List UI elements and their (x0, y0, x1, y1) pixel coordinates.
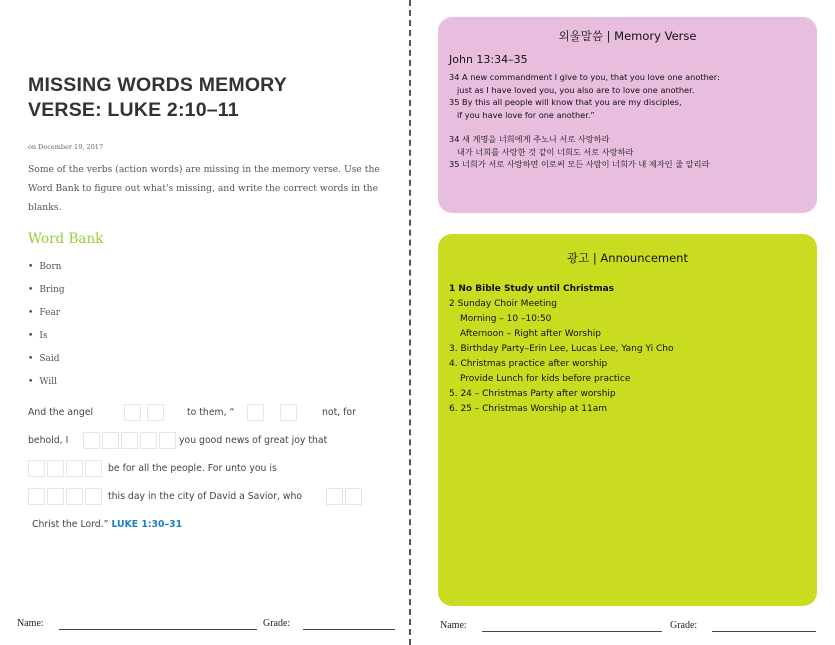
letter-blank[interactable] (28, 488, 45, 505)
letter-blank[interactable] (47, 460, 64, 477)
word-bank-item: • Is (28, 327, 65, 350)
announcement-card (438, 234, 817, 606)
instructions-text: Some of the verbs (action words) are missing in the memory verse. Use the Word Bank to figure out what's missing, and write the correct words in the blanks. (28, 164, 380, 213)
verse-line (28, 403, 378, 431)
grade-field[interactable] (712, 631, 816, 632)
memory-verse-card (438, 17, 817, 213)
word-bank-item: • Born (28, 258, 65, 281)
announcement-item: 1 No Bible Study until Christmas (449, 284, 615, 294)
verse-text: behold, I (28, 435, 69, 446)
word-bank-list (28, 258, 65, 396)
verse-line (28, 459, 378, 487)
grade-field[interactable] (303, 629, 395, 630)
letter-blank[interactable] (124, 404, 141, 421)
verse-text: not, for (322, 407, 356, 418)
announcement-item: 2 Sunday Choir Meeting (449, 299, 557, 309)
announcement-item: Provide Lunch for kids before practice (460, 374, 631, 384)
announcement-title: 광고 | Announcement (567, 251, 688, 265)
memory-verse-text: 34 A new commandment I give to you, that you love one another: just as I have loved you, you also are to love one another. 35 By this all people will know that you are my disciples, if you have love for one another.” 34 새 계명을 너희에게 주노니 서로 사랑하라 내가 너희를 사랑한 것 같이 너희도 서로 사랑하라 35 너희가 서로 사랑하면 이로써 모든 사람이 너희가 내 제자인 줄 알리라 (449, 72, 720, 169)
letter-blank[interactable] (147, 404, 164, 421)
grade-label: Grade: (263, 618, 291, 629)
letter-blank[interactable] (85, 488, 102, 505)
memory-verse-reference: John 13:34–35 (449, 53, 528, 66)
word-bank-item: • Will (28, 373, 65, 396)
verse-text: this day in the city of David a Savior, who (108, 491, 303, 502)
letter-blank[interactable] (102, 432, 119, 449)
name-label: Name: (17, 618, 44, 629)
grade-label: Grade: (670, 620, 698, 631)
letter-blank[interactable] (345, 488, 362, 505)
announcement-item: Morning – 10 –10:50 (460, 314, 552, 324)
verse-line (28, 515, 378, 543)
letter-blank[interactable] (326, 488, 343, 505)
letter-blank[interactable] (121, 432, 138, 449)
memory-verse-title: 외울말씀 | Memory Verse (558, 29, 697, 43)
verse-line (28, 431, 378, 459)
verse-text: to them, “ (187, 407, 235, 418)
letter-blank[interactable] (47, 488, 64, 505)
announcement-item: Afternoon – Right after Worship (460, 329, 601, 339)
letter-blank[interactable] (280, 404, 297, 421)
verse-line (28, 487, 378, 515)
memory-verse-fill-in (28, 403, 378, 543)
post-date: on December 19, 2017 (28, 143, 104, 151)
announcement-item: 4. Christmas practice after worship (449, 359, 608, 369)
letter-blank[interactable] (66, 460, 83, 477)
announcement-item: 6. 25 – Christmas Worship at 11am (449, 404, 608, 414)
verse-reference: LUKE 1:30–31 (111, 519, 183, 530)
word-bank-item: • Said (28, 350, 65, 373)
verse-text: And the angel (28, 407, 94, 418)
verse-text: be for all the people. For unto you is (108, 463, 277, 474)
name-label: Name: (440, 620, 467, 631)
letter-blank[interactable] (28, 460, 45, 477)
fold-divider (409, 0, 411, 645)
name-field[interactable] (59, 629, 257, 630)
announcement-item: 3. Birthday Party–Erin Lee, Lucas Lee, Yang Yi Cho (449, 344, 674, 354)
letter-blank[interactable] (83, 432, 100, 449)
letter-blank[interactable] (159, 432, 176, 449)
letter-blank[interactable] (140, 432, 157, 449)
word-bank-item: • Bring (28, 281, 65, 304)
name-field[interactable] (482, 631, 662, 632)
word-bank-item: • Fear (28, 304, 65, 327)
announcement-list (449, 282, 809, 417)
letter-blank[interactable] (247, 404, 264, 421)
announcement-item: 5. 24 – Christmas Party after worship (449, 389, 616, 399)
verse-text: you good news of great joy that (179, 435, 328, 446)
letter-blank[interactable] (85, 460, 102, 477)
word-bank-title: Word Bank (28, 231, 104, 247)
verse-text: Christ the Lord.” LUKE 1:30–31 (32, 519, 183, 530)
letter-blank[interactable] (66, 488, 83, 505)
worksheet-title: MISSING WORDS MEMORY VERSE: LUKE 2:10–11 (28, 74, 287, 121)
